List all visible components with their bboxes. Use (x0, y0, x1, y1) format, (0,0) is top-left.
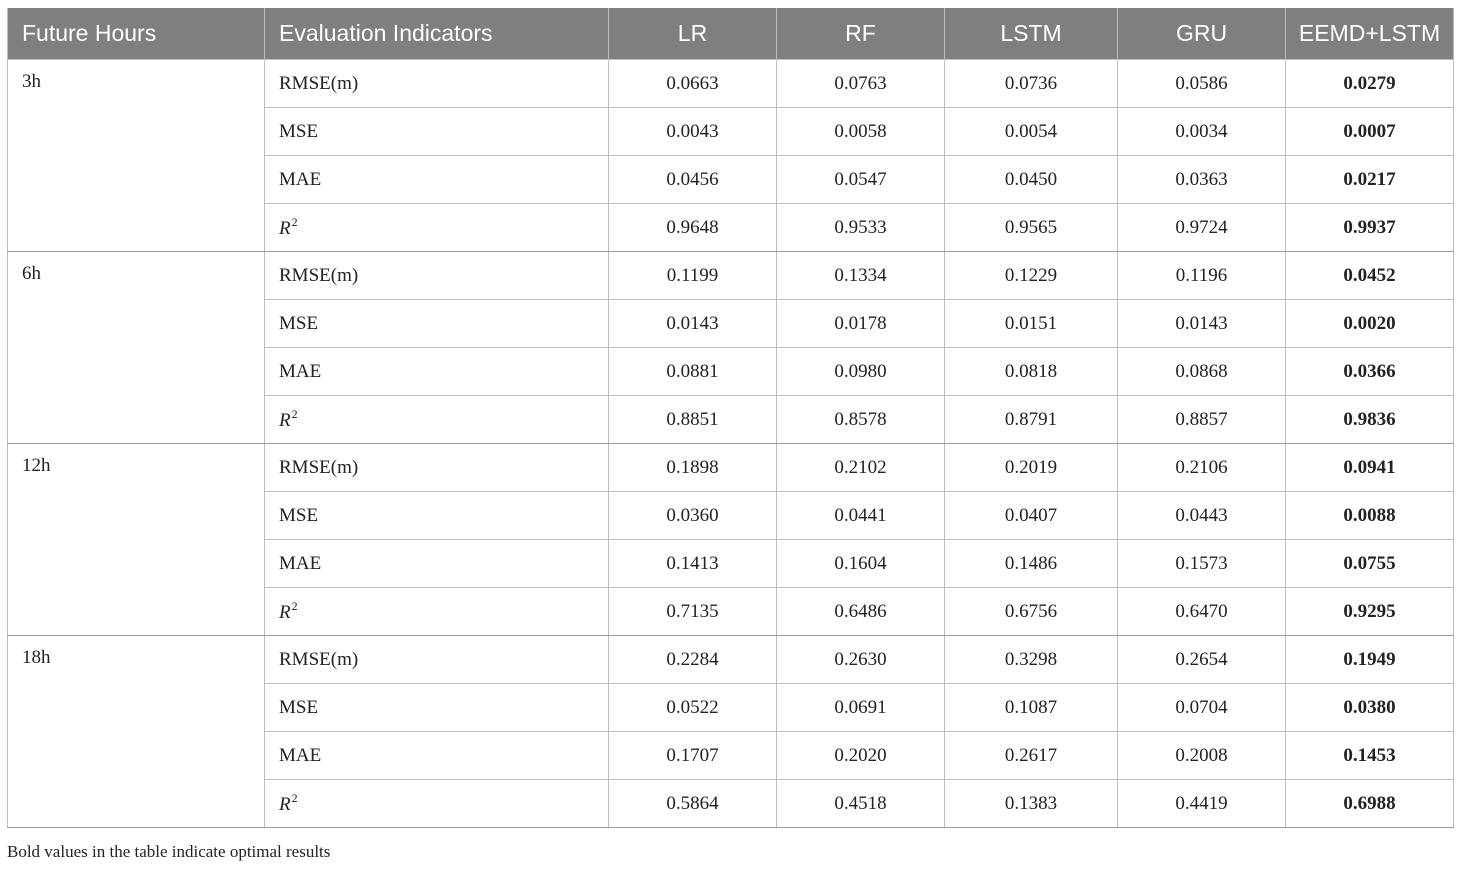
value-cell: 0.1413 (609, 540, 777, 588)
value-cell: 0.0736 (945, 60, 1118, 108)
value-cell: 0.1573 (1118, 540, 1286, 588)
r-squared-label (279, 407, 298, 431)
value-cell: 0.1334 (777, 252, 945, 300)
table-row (8, 636, 1454, 684)
value-cell: 0.0586 (1118, 60, 1286, 108)
table-row (8, 60, 1454, 108)
value-cell: 0.6470 (1118, 588, 1286, 636)
indicator-cell: MAE (265, 156, 609, 204)
value-cell: 0.0143 (1118, 300, 1286, 348)
value-cell: 0.9565 (945, 204, 1118, 252)
optimal-value-cell: 0.0366 (1286, 348, 1454, 396)
value-cell: 0.0450 (945, 156, 1118, 204)
value-cell: 0.0456 (609, 156, 777, 204)
indicator-superscript: 2 (291, 407, 298, 421)
indicator-cell: MSE (265, 108, 609, 156)
value-cell: 0.2284 (609, 636, 777, 684)
optimal-value-cell: 0.0755 (1286, 540, 1454, 588)
value-cell: 0.0151 (945, 300, 1118, 348)
value-cell: 0.8791 (945, 396, 1118, 444)
value-cell: 0.0058 (777, 108, 945, 156)
value-cell: 0.2102 (777, 444, 945, 492)
header-evaluation-indicators: Evaluation Indicators (265, 8, 609, 60)
value-cell: 0.0868 (1118, 348, 1286, 396)
optimal-value-cell: 0.0279 (1286, 60, 1454, 108)
indicator-label: R (279, 794, 291, 815)
header-row (8, 8, 1454, 60)
optimal-value-cell: 0.1453 (1286, 732, 1454, 780)
value-cell: 0.1383 (945, 780, 1118, 828)
optimal-value-cell: 0.1949 (1286, 636, 1454, 684)
value-cell: 0.1707 (609, 732, 777, 780)
value-cell: 0.0522 (609, 684, 777, 732)
indicator-cell: MSE (265, 492, 609, 540)
optimal-value-cell: 0.0380 (1286, 684, 1454, 732)
optimal-value-cell: 0.9295 (1286, 588, 1454, 636)
optimal-value-cell: 0.9836 (1286, 396, 1454, 444)
value-cell: 0.0443 (1118, 492, 1286, 540)
value-cell: 0.4419 (1118, 780, 1286, 828)
value-cell: 0.0360 (609, 492, 777, 540)
r-squared-label (279, 599, 298, 623)
indicator-cell: MAE (265, 540, 609, 588)
indicator-superscript: 2 (291, 791, 298, 805)
table-body (8, 60, 1454, 828)
indicator-cell: RMSE(m) (265, 636, 609, 684)
value-cell: 0.0407 (945, 492, 1118, 540)
table-row (8, 444, 1454, 492)
table-footnote: Bold values in the table indicate optimal results (7, 842, 331, 861)
value-cell: 0.1898 (609, 444, 777, 492)
value-cell: 0.6486 (777, 588, 945, 636)
value-cell: 0.0818 (945, 348, 1118, 396)
value-cell: 0.0363 (1118, 156, 1286, 204)
value-cell: 0.0691 (777, 684, 945, 732)
value-cell: 0.0441 (777, 492, 945, 540)
value-cell: 0.1196 (1118, 252, 1286, 300)
indicator-cell: MSE (265, 684, 609, 732)
value-cell: 0.0881 (609, 348, 777, 396)
future-hours-cell: 6h (8, 252, 265, 444)
header-gru: GRU (1118, 8, 1286, 60)
value-cell: 0.1604 (777, 540, 945, 588)
value-cell: 0.1486 (945, 540, 1118, 588)
value-cell: 0.0054 (945, 108, 1118, 156)
value-cell: 0.0980 (777, 348, 945, 396)
header-lstm: LSTM (945, 8, 1118, 60)
header-eemd-lstm: EEMD+LSTM (1286, 8, 1454, 60)
indicator-cell: RMSE(m) (265, 444, 609, 492)
optimal-value-cell: 0.0217 (1286, 156, 1454, 204)
header-future-hours: Future Hours (8, 8, 265, 60)
optimal-value-cell: 0.0020 (1286, 300, 1454, 348)
value-cell: 0.0547 (777, 156, 945, 204)
value-cell: 0.2630 (777, 636, 945, 684)
indicator-cell (265, 588, 609, 636)
future-hours-cell: 12h (8, 444, 265, 636)
value-cell: 0.4518 (777, 780, 945, 828)
optimal-value-cell: 0.0088 (1286, 492, 1454, 540)
r-squared-label (279, 215, 298, 239)
value-cell: 0.8578 (777, 396, 945, 444)
value-cell: 0.2020 (777, 732, 945, 780)
value-cell: 0.1199 (609, 252, 777, 300)
value-cell: 0.0178 (777, 300, 945, 348)
indicator-cell (265, 396, 609, 444)
indicator-cell (265, 204, 609, 252)
indicator-superscript: 2 (291, 599, 298, 613)
indicator-cell: RMSE(m) (265, 60, 609, 108)
value-cell: 0.9533 (777, 204, 945, 252)
indicator-cell: RMSE(m) (265, 252, 609, 300)
value-cell: 0.0763 (777, 60, 945, 108)
r-squared-label (279, 791, 298, 815)
optimal-value-cell: 0.6988 (1286, 780, 1454, 828)
value-cell: 0.9724 (1118, 204, 1286, 252)
value-cell: 0.2654 (1118, 636, 1286, 684)
indicator-label: R (279, 218, 291, 239)
value-cell: 0.0043 (609, 108, 777, 156)
indicator-cell (265, 780, 609, 828)
value-cell: 0.1087 (945, 684, 1118, 732)
value-cell: 0.9648 (609, 204, 777, 252)
value-cell: 0.7135 (609, 588, 777, 636)
indicator-cell: MAE (265, 732, 609, 780)
value-cell: 0.2617 (945, 732, 1118, 780)
value-cell: 0.6756 (945, 588, 1118, 636)
indicator-cell: MSE (265, 300, 609, 348)
header-rf: RF (777, 8, 945, 60)
value-cell: 0.1229 (945, 252, 1118, 300)
value-cell: 0.3298 (945, 636, 1118, 684)
value-cell: 0.8857 (1118, 396, 1286, 444)
indicator-label: R (279, 410, 291, 431)
optimal-value-cell: 0.0452 (1286, 252, 1454, 300)
results-table-container (7, 8, 1453, 828)
indicator-superscript: 2 (291, 215, 298, 229)
value-cell: 0.0704 (1118, 684, 1286, 732)
indicator-cell: MAE (265, 348, 609, 396)
value-cell: 0.0143 (609, 300, 777, 348)
value-cell: 0.0034 (1118, 108, 1286, 156)
header-lr: LR (609, 8, 777, 60)
optimal-value-cell: 0.0941 (1286, 444, 1454, 492)
table-row (8, 252, 1454, 300)
optimal-value-cell: 0.0007 (1286, 108, 1454, 156)
value-cell: 0.2019 (945, 444, 1118, 492)
value-cell: 0.2106 (1118, 444, 1286, 492)
value-cell: 0.2008 (1118, 732, 1286, 780)
indicator-label: R (279, 602, 291, 623)
value-cell: 0.0663 (609, 60, 777, 108)
table-header (8, 8, 1454, 60)
results-table (7, 8, 1454, 828)
future-hours-cell: 3h (8, 60, 265, 252)
optimal-value-cell: 0.9937 (1286, 204, 1454, 252)
value-cell: 0.8851 (609, 396, 777, 444)
future-hours-cell: 18h (8, 636, 265, 828)
value-cell: 0.5864 (609, 780, 777, 828)
